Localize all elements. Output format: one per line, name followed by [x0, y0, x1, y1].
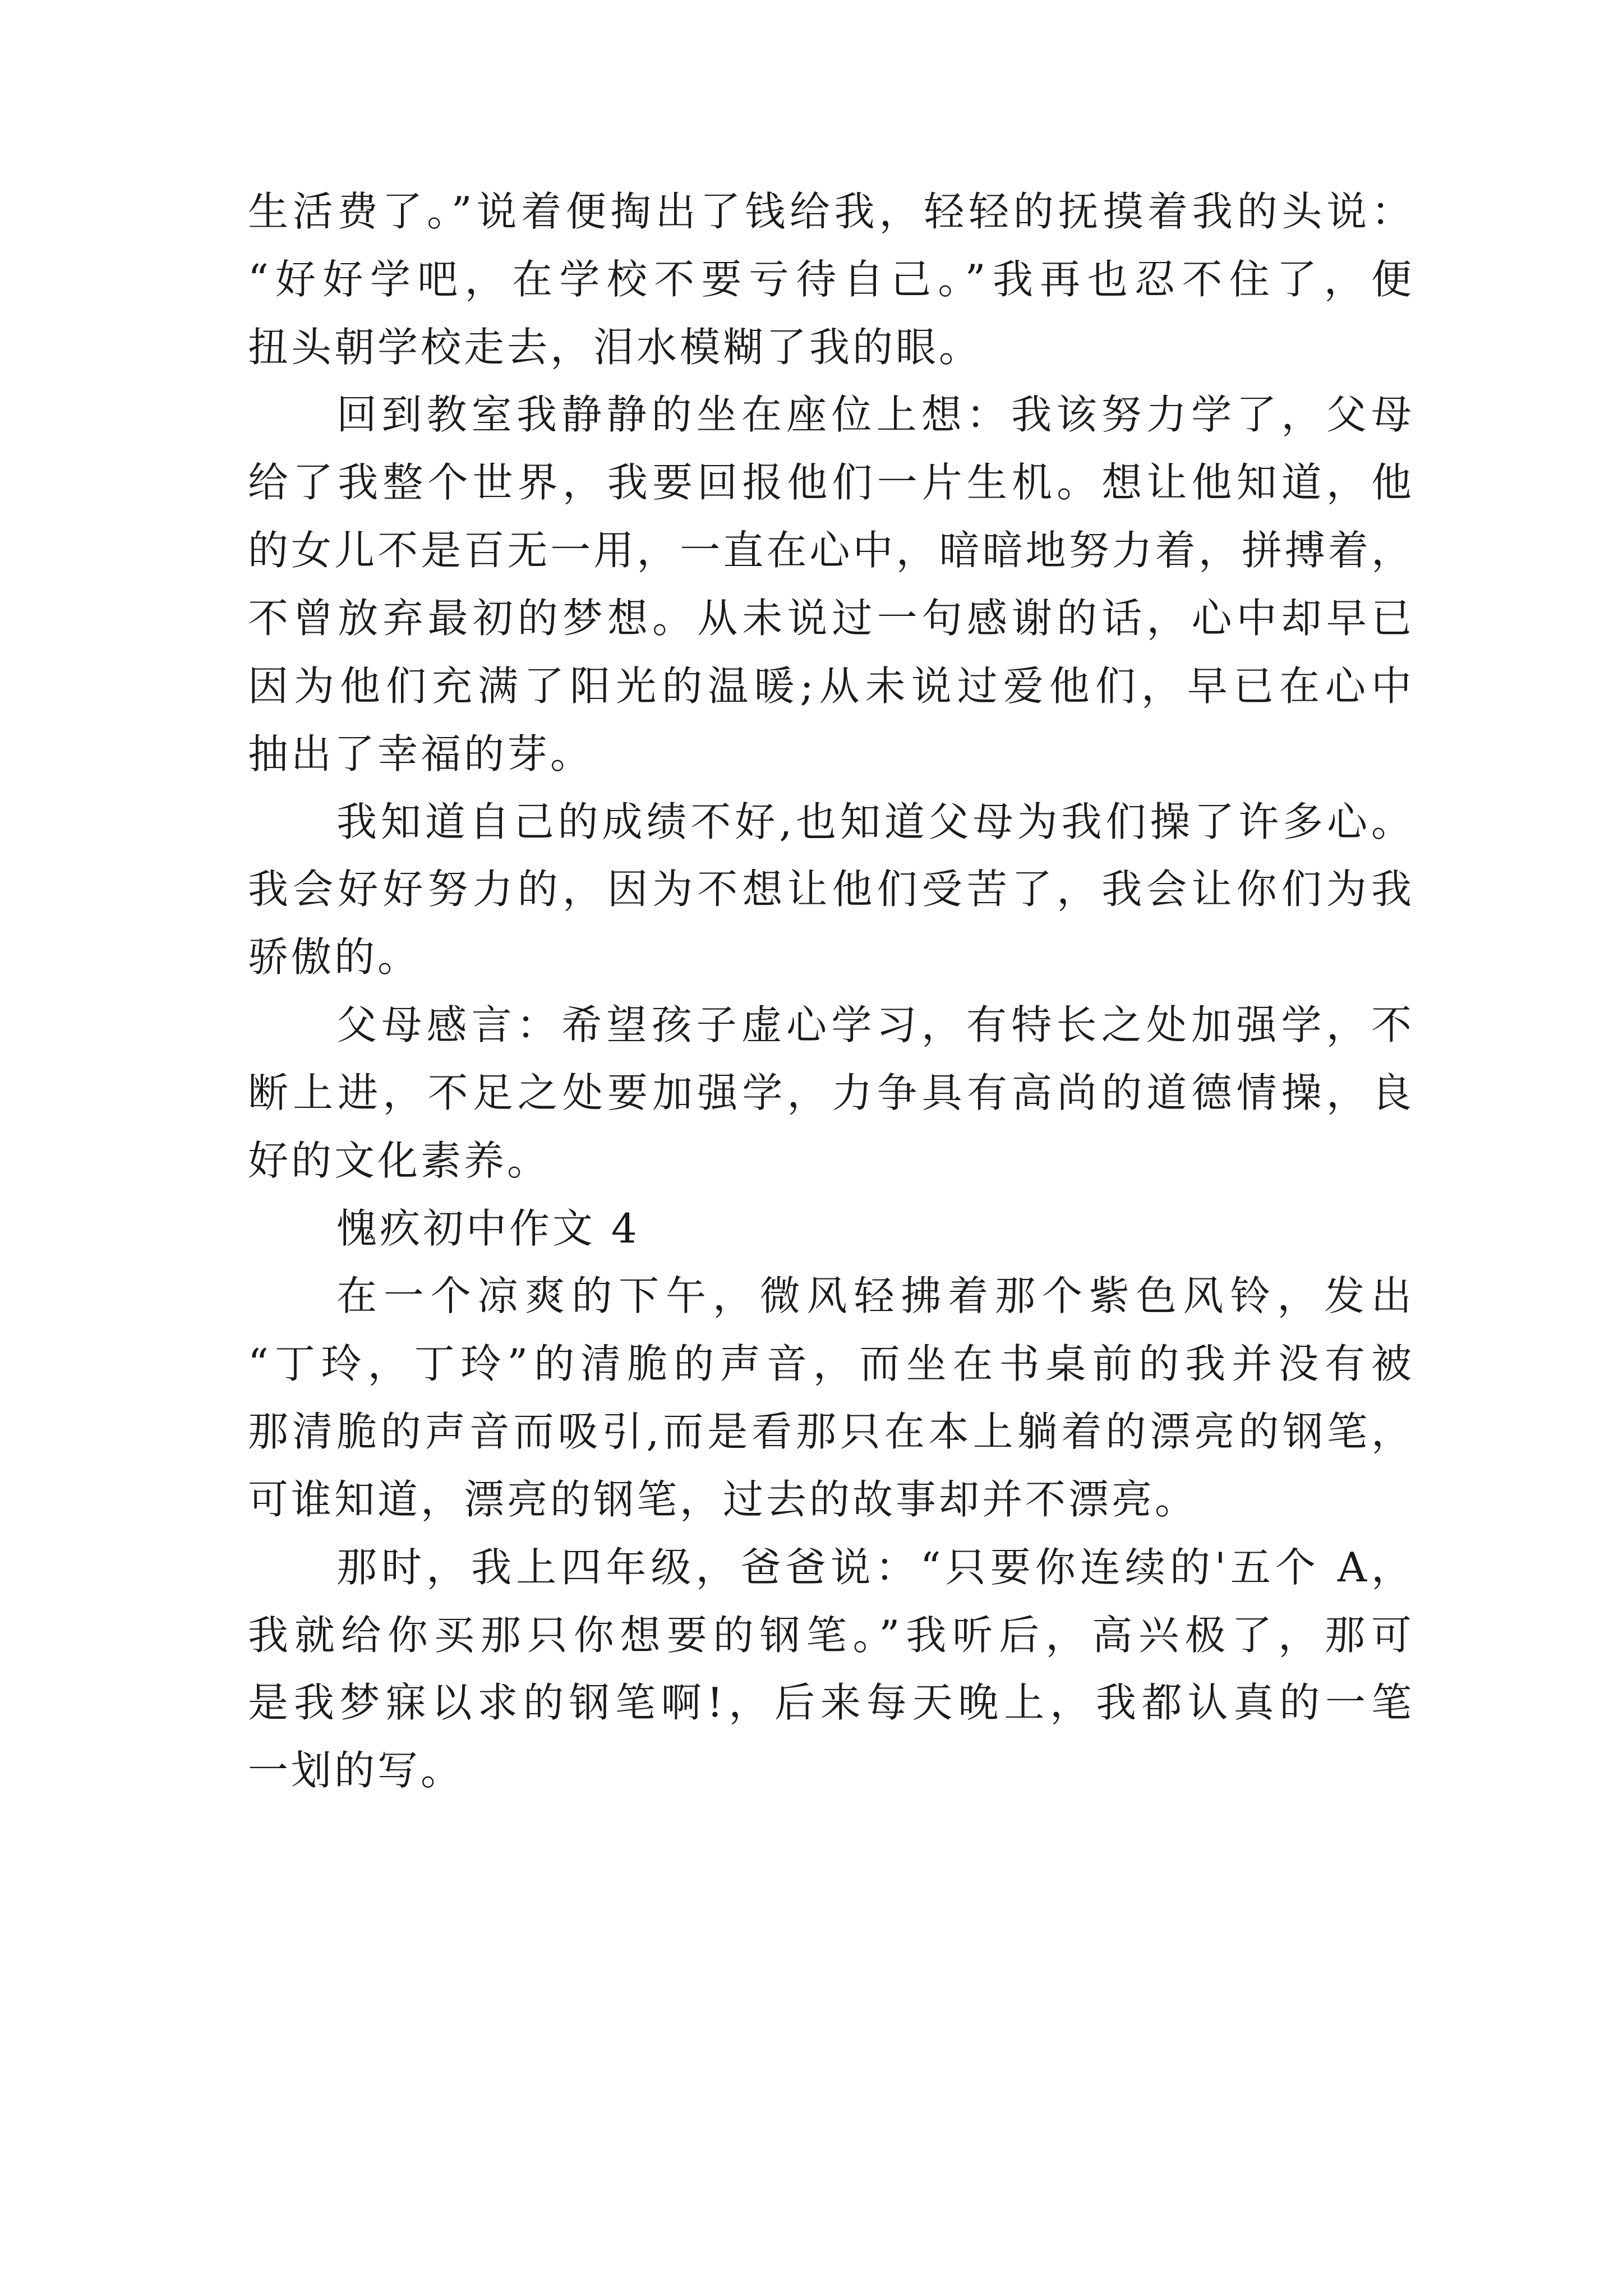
text-line: 因为他们充满了阳光的温暖;从未说过爱他们，早已在心中 [248, 662, 1414, 710]
text-line: 在一个凉爽的下午，微风轻拂着那个紫色风铃，发出 [336, 1272, 1414, 1319]
text-line: 不曾放弃最初的梦想。从未说过一句感谢的话，心中却早已 [248, 595, 1414, 642]
text-line: 我知道自己的成绩不好,也知道父母为我们操了许多心。 [336, 798, 1414, 845]
text-line: 抽出了幸福的芽。 [248, 730, 594, 777]
text-line: 我会好好努力的，因为不想让他们受苦了，我会让你们为我 [248, 866, 1414, 913]
text-line: 一划的写。 [248, 1747, 464, 1794]
text-line: 的女儿不是百无一用，一直在心中，暗暗地努力着，拼搏着， [248, 527, 1414, 574]
text-line: 扭头朝学校走去，泪水模糊了我的眼。 [248, 324, 983, 371]
text-line: 那清脆的声音而吸引,而是看那只在本上躺着的漂亮的钢笔， [248, 1408, 1414, 1455]
text-line: 好的文化素养。 [248, 1137, 551, 1184]
text-line: 可谁知道，漂亮的钢笔，过去的故事却并不漂亮。 [248, 1476, 1198, 1523]
text-line: 那时，我上四年级，爸爸说：“只要你连续的'五个 A， [336, 1544, 1414, 1591]
text-line: 是我梦寐以求的钢笔啊!，后来每天晚上，我都认真的一笔 [248, 1679, 1414, 1726]
text-line: 生活费了。”说着便掏出了钱给我，轻轻的抚摸着我的头说： [248, 188, 1414, 235]
text-line: “好好学吧，在学校不要亏待自己。”我再也忍不住了，便 [248, 256, 1414, 303]
text-line: 断上进，不足之处要加强学，力争具有高尚的道德情操，良 [248, 1069, 1414, 1116]
text-line: 给了我整个世界，我要回报他们一片生机。想让他知道，他 [248, 459, 1414, 506]
text-line: “丁玲，丁玲”的清脆的声音，而坐在书桌前的我并没有被 [248, 1340, 1414, 1387]
text-line: 父母感言：希望孩子虚心学习，有特长之处加强学，不 [336, 1001, 1414, 1048]
text-line: 骄傲的。 [248, 933, 421, 981]
section-heading: 愧疚初中作文 4 [336, 1205, 640, 1252]
text-line: 回到教室我静静的坐在座位上想：我该努力学了，父母 [336, 391, 1414, 438]
text-line: 我就给你买那只你想要的钢笔。”我听后，高兴极了，那可 [248, 1612, 1414, 1659]
